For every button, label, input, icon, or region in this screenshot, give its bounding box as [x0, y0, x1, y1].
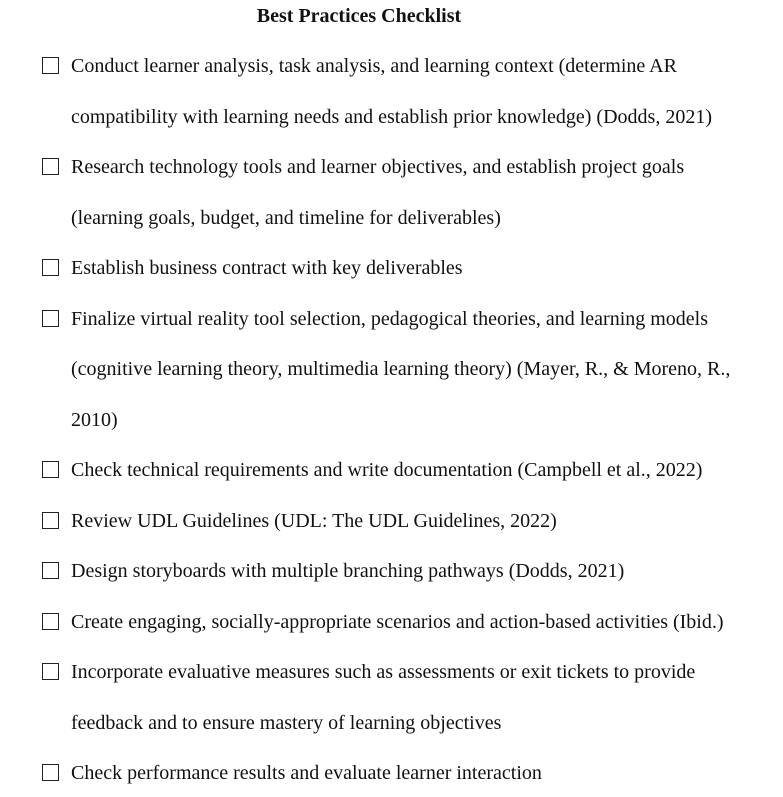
checkbox[interactable] — [42, 57, 59, 74]
checklist-item-text: Create engaging, socially-appropriate scenarios and action-based activities (Ibid.) — [71, 610, 724, 633]
checklist-item-text: Establish business contract with key deliverables — [71, 257, 463, 279]
checkbox[interactable] — [42, 562, 59, 579]
checklist-item-text: Conduct learner analysis, task analysis, and learning context (determine AR — [71, 55, 677, 77]
checklist-item-text: Incorporate evaluative measures such as assessments or exit tickets to provide — [71, 661, 696, 683]
checkbox[interactable] — [42, 613, 59, 630]
checkbox[interactable] — [42, 259, 59, 276]
checkbox[interactable] — [42, 310, 59, 327]
checklist-item-text: (learning goals, budget, and timeline for deliverables) — [71, 206, 501, 229]
checklist-item-text: (cognitive learning theory, multimedia learning theory) (Mayer, R., & Moreno, R., — [71, 358, 731, 380]
page-title: Best Practices Checklist — [256, 5, 462, 27]
checklist-item-text: Check performance results and evaluate learner interaction — [71, 762, 542, 784]
checklist-item-text: Check technical requirements and write documentation (Campbell et al., 2022) — [71, 459, 703, 481]
checkbox[interactable] — [42, 764, 59, 781]
checklist-item-text: Research technology tools and learner objectives, and establish project goals — [71, 156, 685, 178]
checkbox[interactable] — [42, 461, 59, 478]
checkbox[interactable] — [42, 158, 59, 175]
checkbox[interactable] — [42, 663, 59, 680]
checklist-item-text: 2010) — [71, 408, 118, 431]
checklist-item-text: Design storyboards with multiple branching pathways (Dodds, 2021) — [71, 560, 625, 582]
checklist-item-text: Review UDL Guidelines (UDL: The UDL Guidelines, 2022) — [71, 509, 557, 532]
checklist-item-text: Finalize virtual reality tool selection, pedagogical theories, and learning models — [71, 307, 709, 330]
checkbox[interactable] — [42, 512, 59, 529]
checklist-item-text: compatibility with learning needs and establish prior knowledge) (Dodds, 2021) — [71, 105, 712, 128]
checklist-item-text: feedback and to ensure mastery of learning objectives — [71, 711, 502, 734]
